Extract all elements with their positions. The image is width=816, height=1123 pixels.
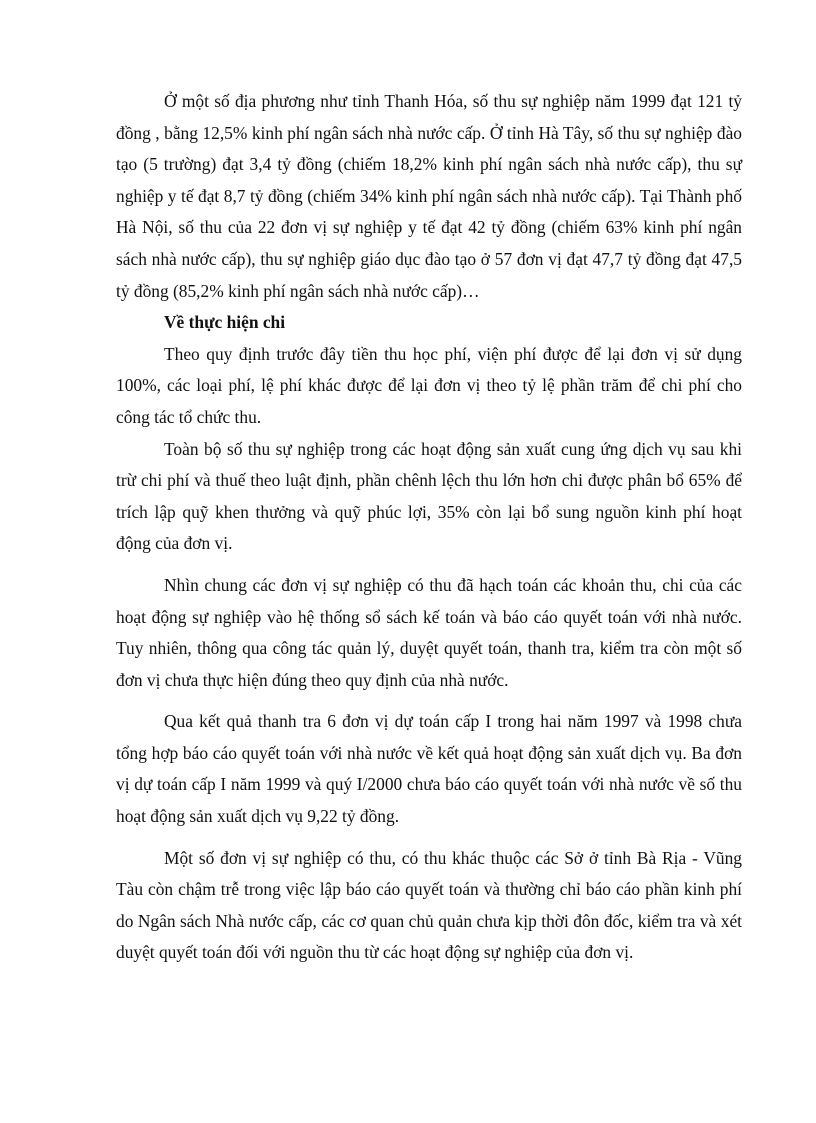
document-page [116,86,742,969]
paragraph-ba-ria-vung-tau: Một số đơn vị sự nghiệp có thu, có thu khác thuộc các Sở ở tỉnh Bà Rịa - Vũng Tàu còn chậm trễ trong việc lập báo cáo quyết toán và thường chỉ báo cáo phần kinh phí do Ngân sách Nhà nước cấp, các cơ quan chủ quản chưa kịp thời đôn đốc, kiểm tra và xét duyệt quyết toán đối với nguồn thu từ các hoạt động sự nghiệp của đơn vị. [116,847,742,963]
paragraph-revenue-examples: Ở một số địa phương như tỉnh Thanh Hóa, số thu sự nghiệp năm 1999 đạt 121 tỷ đồng , bằng 12,5% kinh phí ngân sách nhà nước cấp. Ở tỉnh Hà Tây, số thu sự nghiệp đào tạo (5 trường) đạt 3,4 tỷ đồng (chiếm 18,2% kinh phí ngân sách nhà nước cấp), thu sự nghiệp y tế đạt 8,7 tỷ đồng (chiếm 34% kinh phí ngân sách nhà nước cấp). Tại Thành phố Hà Nội, số thu của 22 đơn vị sự nghiệp y tế đạt 42 tỷ đồng (chiếm 63% kinh phí ngân sách nhà nước cấp), thu sự nghiệp giáo dục đào tạo ở 57 đơn vị đạt 47,7 tỷ đồng đạt 47,5 tỷ đồng (85,2% kinh phí ngân sách nhà nước cấp)… [116,91,742,301]
paragraph-surplus-allocation: Toàn bộ số thu sự nghiệp trong các hoạt động sản xuất cung ứng dịch vụ sau khi trừ chi phí và thuế theo luật định, phần chênh lệch thu lớn hơn chi được phân bổ 65% để trích lập quỹ khen thưởng và quỹ phúc lợi, 35% còn lại bổ sung nguồn kinh phí hoạt động của đơn vị. [116,438,742,554]
paragraph-fee-retention: Theo quy định trước đây tiền thu học phí, viện phí được để lại đơn vị sử dụng 100%, các loại phí, lệ phí khác được để lại đơn vị theo tỷ lệ phần trăm để chi phí cho công tác tổ chức thu. [116,343,742,427]
paragraph-accounting-overview: Nhìn chung các đơn vị sự nghiệp có thu đã hạch toán các khoản thu, chi của các hoạt động sự nghiệp vào hệ thống sổ sách kế toán và báo cáo quyết toán với nhà nước. Tuy nhiên, thông qua công tác quản lý, duyệt quyết toán, thanh tra, kiểm tra còn một số đơn vị chưa thực hiện đúng theo quy định của nhà nước. [116,574,742,690]
section-heading-spending: Về thực hiện chi [164,312,286,333]
paragraph-inspection-results: Qua kết quả thanh tra 6 đơn vị dự toán cấp I trong hai năm 1997 và 1998 chưa tổng hợp báo cáo quyết toán với nhà nước về kết quả hoạt động sản xuất dịch vụ. Ba đơn vị dự toán cấp I năm 1999 và quý I/2000 chưa báo cáo quyết toán với nhà nước về số thu hoạt động sản xuất dịch vụ 9,22 tỷ đồng. [116,711,742,827]
